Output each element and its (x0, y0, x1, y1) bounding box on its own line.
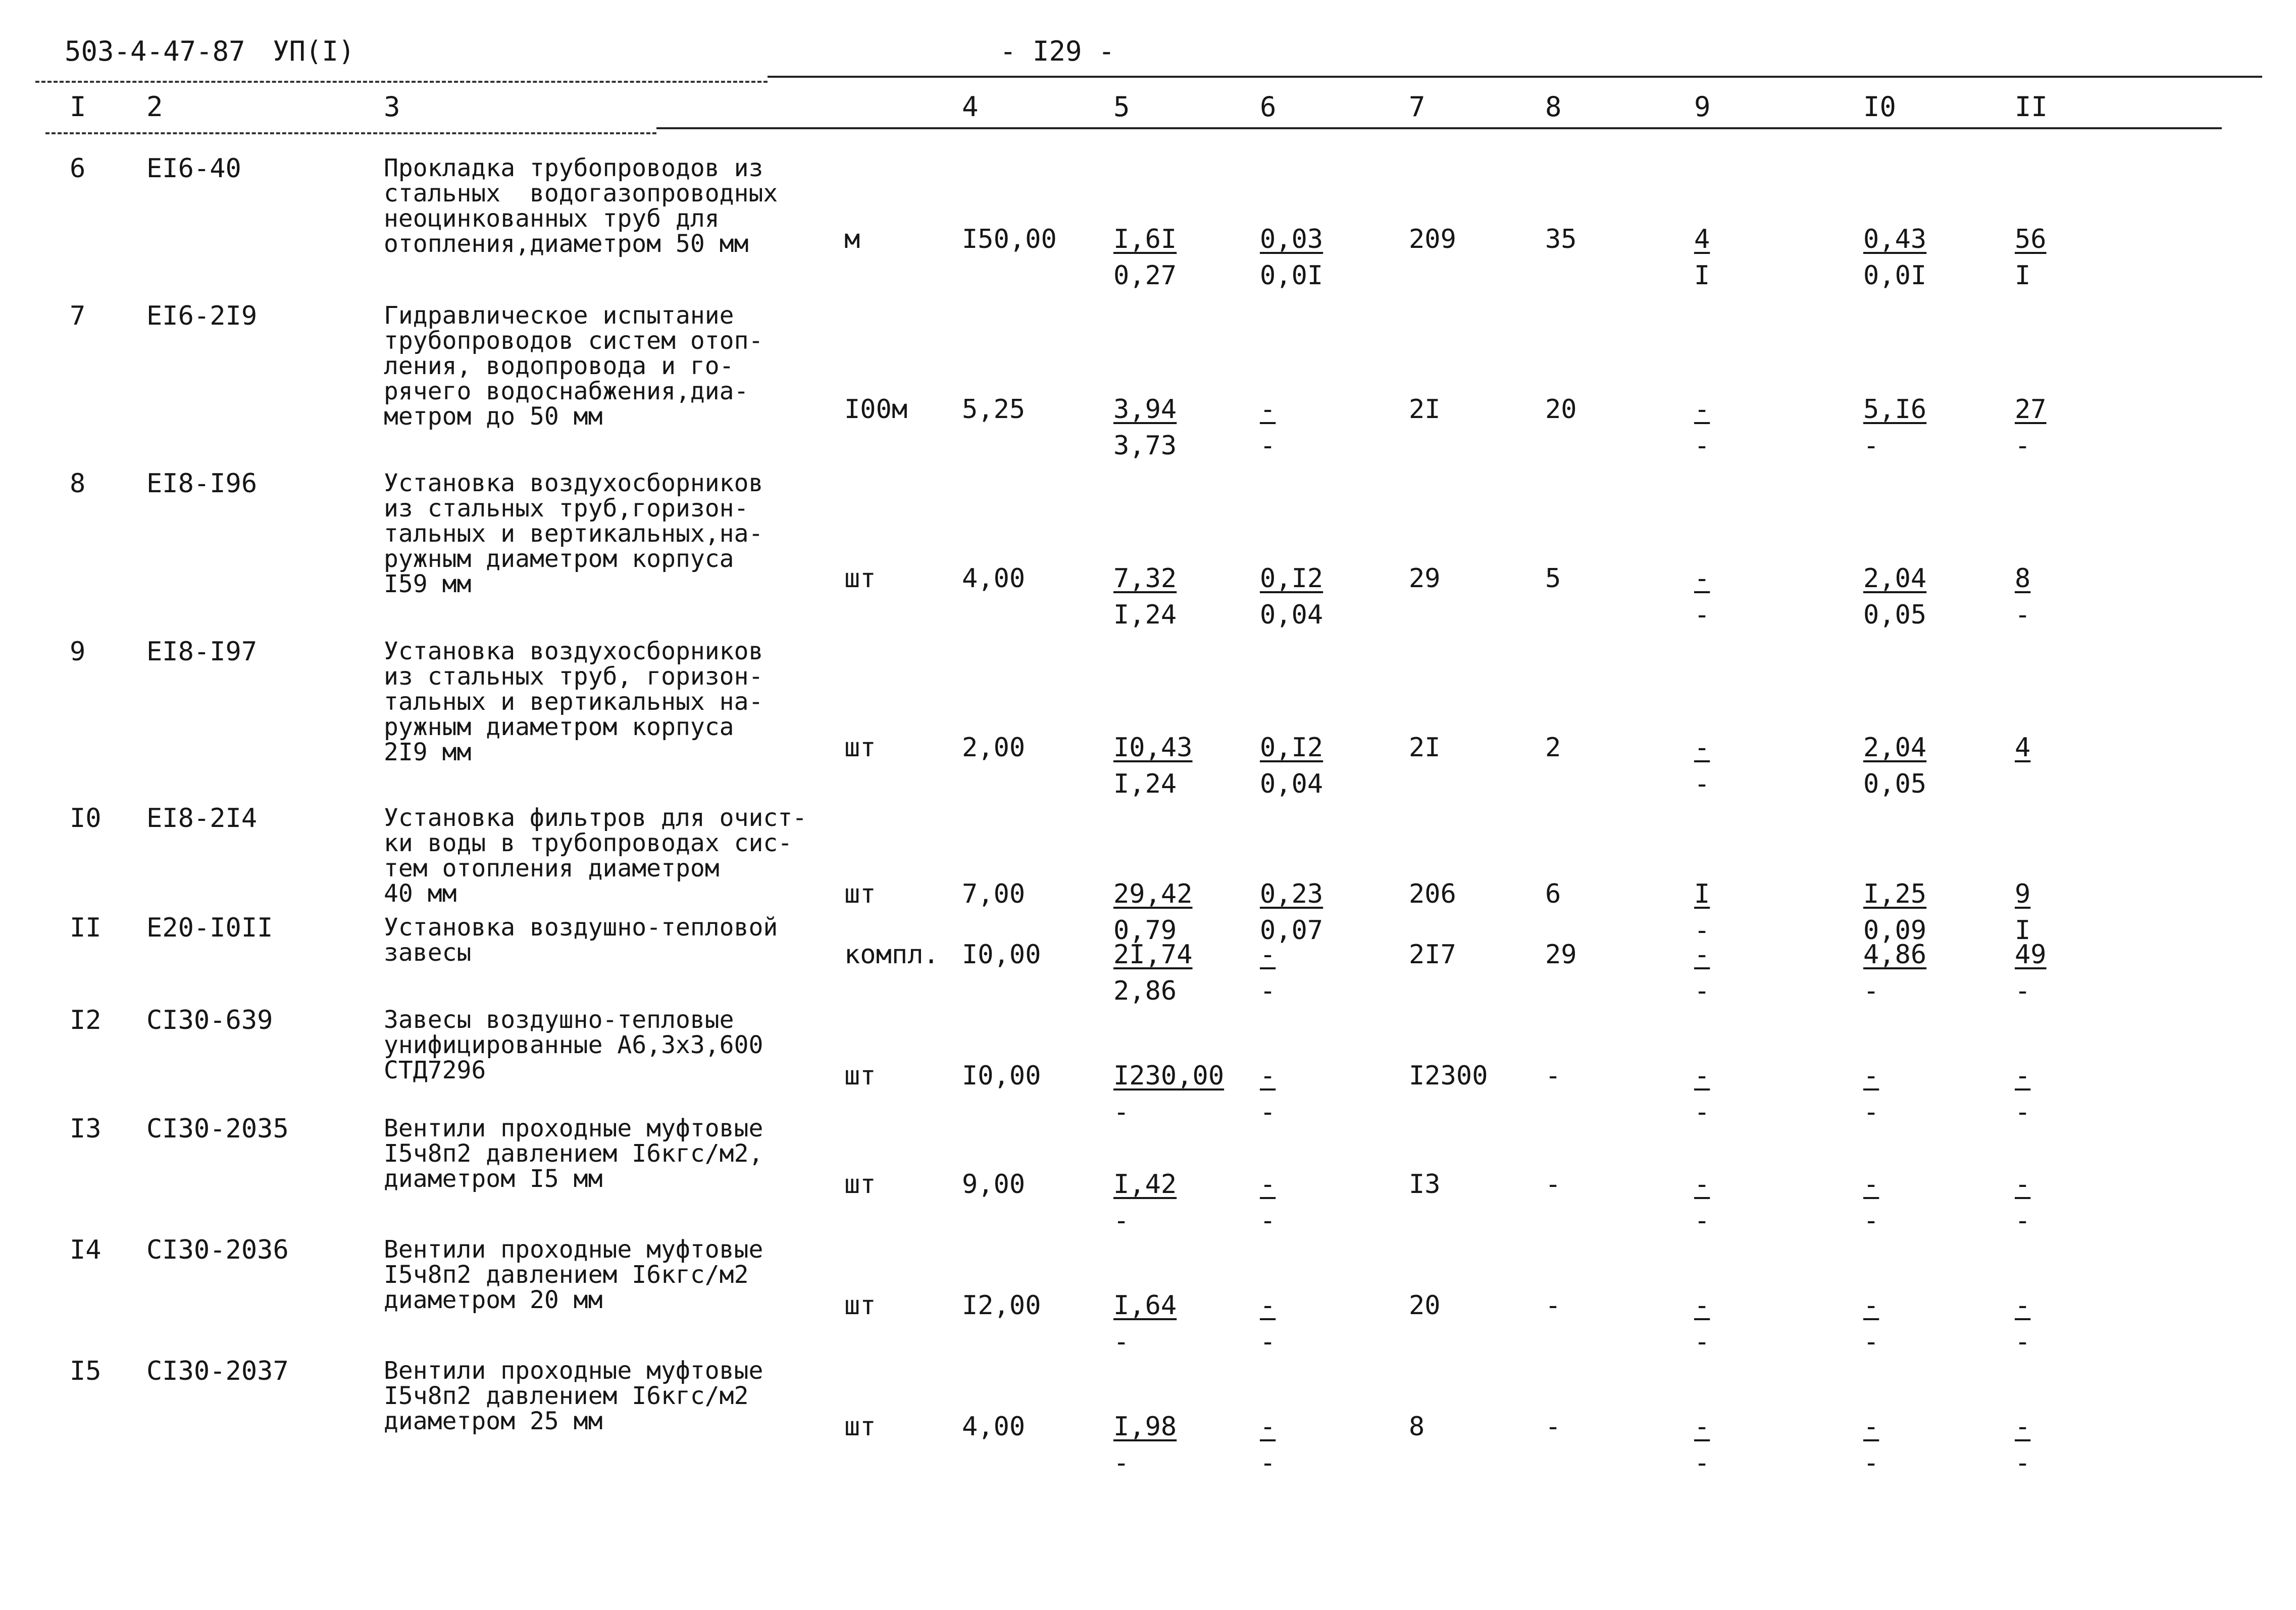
rate-code: EI8-I97 (146, 637, 258, 667)
col-9-top: - (1694, 733, 1710, 763)
col-10-bottom: - (1863, 1097, 1879, 1127)
col-9-bottom: - (1694, 915, 1710, 946)
col-7: 2I7 (1409, 940, 1456, 970)
col-8: 5 (1545, 563, 1561, 594)
unit: I00м (844, 394, 908, 425)
col-11-bottom: - (2015, 431, 2031, 461)
col-5-bottom: - (1113, 1097, 1130, 1127)
col-5-bottom: 2,86 (1113, 976, 1177, 1006)
col-10-top: - (1863, 1412, 1879, 1442)
col-9-top: - (1694, 1290, 1710, 1321)
col-11-top: - (2015, 1412, 2031, 1442)
col-11-top: 49 (2015, 940, 2047, 970)
work-description: Завесы воздушно-тепловые унифицированные А6,3х3,600 СТД7296 (384, 1006, 763, 1084)
col-7: 29 (1409, 563, 1441, 594)
col-6-bottom: - (1260, 1327, 1276, 1357)
col-8: 6 (1545, 879, 1561, 909)
header-bottom-rule-dashed (45, 132, 656, 134)
column-number-8: 8 (1545, 91, 1562, 123)
column-number-7: 7 (1409, 91, 1425, 123)
column-number-11: II (2015, 91, 2048, 123)
col-9-top: - (1694, 1061, 1710, 1091)
column-number-2: 2 (146, 91, 163, 123)
col-8: - (1545, 1290, 1561, 1321)
col-11-top: 56 (2015, 224, 2047, 254)
quantity: 5,25 (962, 394, 1026, 425)
col-10-bottom: - (1863, 431, 1879, 461)
col-10-top: - (1863, 1169, 1879, 1200)
col-9-top: - (1694, 394, 1710, 425)
col-5-top: I,6I (1113, 224, 1177, 254)
rate-code: CI30-2036 (146, 1235, 289, 1265)
col-5-bottom: - (1113, 1206, 1130, 1236)
col-6-bottom: - (1260, 431, 1276, 461)
col-10-top: 2,04 (1863, 733, 1927, 763)
unit: шт (844, 733, 876, 763)
col-11-bottom: - (2015, 1327, 2031, 1357)
col-5-top: I230,00 (1113, 1061, 1224, 1091)
col-9-top: - (1694, 940, 1710, 970)
col-6-top: - (1260, 1169, 1276, 1200)
row-number: I0 (70, 803, 101, 834)
col-6-bottom: - (1260, 1448, 1276, 1478)
col-11-top: 27 (2015, 394, 2047, 425)
col-11-bottom: - (2015, 1448, 2031, 1478)
quantity: I0,00 (962, 940, 1041, 970)
work-description: Установка воздухосборников из стальных труб, горизон- тальных и вертикальных на- ружным диаметром корпуса 2I9 мм (384, 637, 763, 766)
document-code: 503-4-47-87 (65, 35, 245, 67)
col-6-bottom: - (1260, 1206, 1276, 1236)
col-9-bottom: - (1694, 1327, 1710, 1357)
col-7: 8 (1409, 1412, 1425, 1442)
col-6-top: - (1260, 1412, 1276, 1442)
col-10-top: I,25 (1863, 879, 1927, 909)
col-10-top: 4,86 (1863, 940, 1927, 970)
col-11-top: 9 (2015, 879, 2031, 909)
col-9-bottom: - (1694, 600, 1710, 630)
column-number-5: 5 (1113, 91, 1130, 123)
col-7: I2300 (1409, 1061, 1488, 1091)
work-description: Гидравлическое испытание трубопроводов систем отоп- ления, водопровода и го- рячего водоснабжения,диа- метром до 50 мм (384, 301, 763, 431)
col-6-top: - (1260, 1061, 1276, 1091)
col-10-top: - (1863, 1290, 1879, 1321)
col-9-bottom: - (1694, 1097, 1710, 1127)
col-8: 29 (1545, 940, 1577, 970)
col-5-top: I0,43 (1113, 733, 1193, 763)
quantity: 4,00 (962, 1412, 1026, 1442)
column-number-10: I0 (1863, 91, 1897, 123)
col-5-top: I,98 (1113, 1412, 1177, 1442)
col-9-top: I (1694, 879, 1710, 909)
col-5-top: 2I,74 (1113, 940, 1193, 970)
unit: м (844, 224, 860, 254)
col-7: 20 (1409, 1290, 1441, 1321)
col-11-bottom: - (2015, 976, 2031, 1006)
col-5-bottom: 0,27 (1113, 261, 1177, 291)
col-6-top: 0,I2 (1260, 563, 1323, 594)
unit: шт (844, 879, 876, 909)
header-bottom-rule (656, 127, 2222, 129)
col-9-top: - (1694, 563, 1710, 594)
col-6-top: - (1260, 940, 1276, 970)
work-description: Вентили проходные муфтовые I5ч8п2 давлением I6кгс/м2 диаметром 20 мм (384, 1235, 763, 1314)
col-6-bottom: 0,04 (1260, 600, 1323, 630)
rate-code: EI8-I96 (146, 469, 258, 499)
unit: шт (844, 1412, 876, 1442)
col-10-bottom: - (1863, 976, 1879, 1006)
col-9-bottom: - (1694, 1448, 1710, 1478)
col-8: - (1545, 1412, 1561, 1442)
row-number: 8 (70, 469, 86, 499)
col-5-top: 29,42 (1113, 879, 1193, 909)
col-6-top: 0,03 (1260, 224, 1323, 254)
col-11-top: - (2015, 1061, 2031, 1091)
col-9-top: - (1694, 1412, 1710, 1442)
col-5-bottom: - (1113, 1448, 1130, 1478)
column-number-1: I (70, 91, 86, 123)
header-top-rule-dashed (35, 81, 768, 83)
col-5-bottom: I,24 (1113, 600, 1177, 630)
unit: шт (844, 1061, 876, 1091)
quantity: I2,00 (962, 1290, 1041, 1321)
col-10-bottom: 0,05 (1863, 769, 1927, 799)
rate-code: CI30-639 (146, 1005, 273, 1035)
unit: шт (844, 1169, 876, 1200)
col-9-bottom: - (1694, 1206, 1710, 1236)
col-10-bottom: 0,05 (1863, 600, 1927, 630)
col-6-top: - (1260, 1290, 1276, 1321)
col-11-top: - (2015, 1290, 2031, 1321)
col-5-bottom: - (1113, 1327, 1130, 1357)
col-11-top: 8 (2015, 563, 2031, 594)
page-number: - I29 - (1000, 35, 1115, 67)
col-5-top: I,42 (1113, 1169, 1177, 1200)
col-6-top: 0,23 (1260, 879, 1323, 909)
col-8: 20 (1545, 394, 1577, 425)
col-6-top: - (1260, 394, 1276, 425)
work-description: Вентили проходные муфтовые I5ч8п2 давлением I6кгс/м2 диаметром 25 мм (384, 1357, 763, 1435)
col-5-bottom: 3,73 (1113, 431, 1177, 461)
col-10-top: 0,43 (1863, 224, 1927, 254)
rate-code: CI30-2035 (146, 1114, 289, 1144)
col-10-bottom: - (1863, 1206, 1879, 1236)
col-10-top: - (1863, 1061, 1879, 1091)
col-7: I3 (1409, 1169, 1441, 1200)
col-7: 2I (1409, 394, 1441, 425)
col-5-top: 3,94 (1113, 394, 1177, 425)
col-8: - (1545, 1169, 1561, 1200)
quantity: I0,00 (962, 1061, 1041, 1091)
unit: шт (844, 1290, 876, 1321)
col-9-top: - (1694, 1169, 1710, 1200)
col-10-bottom: 0,09 (1863, 915, 1927, 946)
col-7: 206 (1409, 879, 1456, 909)
quantity: 9,00 (962, 1169, 1026, 1200)
col-9-bottom: - (1694, 976, 1710, 1006)
rate-code: EI6-40 (146, 153, 241, 184)
col-6-top: 0,I2 (1260, 733, 1323, 763)
col-10-bottom: - (1863, 1327, 1879, 1357)
col-10-bottom: 0,0I (1863, 261, 1927, 291)
row-number: I5 (70, 1356, 101, 1386)
col-11-top: - (2015, 1169, 2031, 1200)
col-6-bottom: 0,07 (1260, 915, 1323, 946)
column-number-3: 3 (384, 91, 400, 123)
work-description: Установка фильтров для очист- ки воды в трубопроводах сис- тем отопления диаметром 40 мм (384, 804, 807, 908)
document-part: УП(I) (273, 35, 355, 67)
rate-code: CI30-2037 (146, 1356, 289, 1386)
col-5-bottom: 0,79 (1113, 915, 1177, 946)
col-9-bottom: - (1694, 769, 1710, 799)
row-number: I4 (70, 1235, 101, 1265)
col-11-bottom: I (2015, 261, 2031, 291)
col-10-top: 2,04 (1863, 563, 1927, 594)
rate-code: EI6-2I9 (146, 301, 258, 331)
col-10-bottom: - (1863, 1448, 1879, 1478)
col-5-top: I,64 (1113, 1290, 1177, 1321)
quantity: I50,00 (962, 224, 1057, 254)
col-5-top: 7,32 (1113, 563, 1177, 594)
quantity: 7,00 (962, 879, 1026, 909)
unit: шт (844, 563, 876, 594)
row-number: 7 (70, 301, 86, 331)
column-number-6: 6 (1260, 91, 1277, 123)
col-11-bottom: - (2015, 1097, 2031, 1127)
col-10-top: 5,I6 (1863, 394, 1927, 425)
row-number: I2 (70, 1005, 101, 1035)
col-7: 2I (1409, 733, 1441, 763)
col-8: 2 (1545, 733, 1561, 763)
work-description: Установка воздушно-тепловой завесы (384, 913, 778, 967)
col-11-bottom: I (2015, 915, 2031, 946)
work-description: Установка воздухосборников из стальных труб,горизон- тальных и вертикальных,на- ружным диаметром корпуса I59 мм (384, 469, 763, 598)
col-11-bottom: - (2015, 600, 2031, 630)
col-9-bottom: I (1694, 261, 1710, 291)
col-6-bottom: 0,04 (1260, 769, 1323, 799)
header-top-rule (768, 76, 2262, 78)
row-number: 6 (70, 153, 86, 184)
col-6-bottom: 0,0I (1260, 261, 1323, 291)
rate-code: E20-I0II (146, 913, 273, 943)
col-9-top: 4 (1694, 224, 1710, 254)
row-number: 9 (70, 637, 86, 667)
col-11-top: 4 (2015, 733, 2031, 763)
col-6-bottom: - (1260, 1097, 1276, 1127)
col-9-bottom: - (1694, 431, 1710, 461)
column-number-9: 9 (1694, 91, 1711, 123)
rate-code: EI8-2I4 (146, 803, 258, 834)
unit: компл. (844, 940, 939, 970)
work-description: Вентили проходные муфтовые I5ч8п2 давлением I6кгс/м2, диаметром I5 мм (384, 1114, 763, 1193)
col-7: 209 (1409, 224, 1456, 254)
col-8: 35 (1545, 224, 1577, 254)
row-number: II (70, 913, 101, 943)
column-number-4: 4 (962, 91, 979, 123)
col-8: - (1545, 1061, 1561, 1091)
work-description: Прокладка трубопроводов из стальных водогазопроводных неоцинкованных труб для отопления,диаметром 50 мм (384, 154, 778, 258)
quantity: 2,00 (962, 733, 1026, 763)
quantity: 4,00 (962, 563, 1026, 594)
col-5-bottom: I,24 (1113, 769, 1177, 799)
col-11-bottom: - (2015, 1206, 2031, 1236)
col-6-bottom: - (1260, 976, 1276, 1006)
row-number: I3 (70, 1114, 101, 1144)
